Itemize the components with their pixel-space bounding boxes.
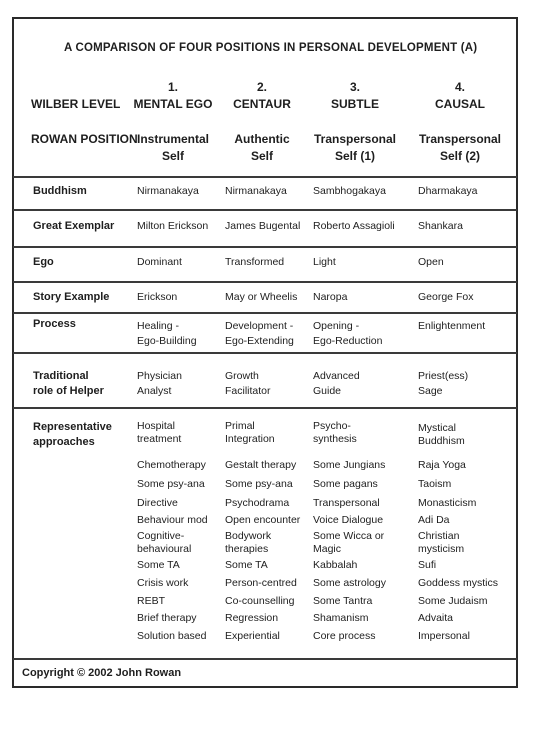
level-name-line: CENTAUR — [233, 97, 291, 111]
approach-item — [225, 458, 296, 473]
rowan-position — [400, 131, 520, 165]
approach-item-line: Behaviour mod — [137, 514, 208, 526]
approach-item-line: Kabbalah — [313, 559, 358, 571]
approach-item — [418, 513, 450, 528]
approach-item-line: Some astrology — [313, 577, 386, 589]
table-cell — [313, 184, 386, 199]
table-cell — [313, 255, 336, 270]
table-cell — [313, 290, 347, 305]
approach-item-line: Chemotherapy — [137, 459, 206, 471]
approach-item-line: Taoism — [418, 478, 452, 490]
approach-item — [418, 611, 453, 626]
table-cell-line: Advanced — [313, 370, 360, 382]
approach-item — [313, 458, 385, 473]
rowan-position-line: Authentic — [234, 132, 290, 146]
approach-item-line: Some Tantra — [313, 595, 373, 607]
rowan-position-line: Self (1) — [334, 149, 375, 163]
approach-item-line: mysticism — [418, 542, 465, 555]
table-cell-line: Ego-Reduction — [313, 335, 383, 347]
copyright-notice: Copyright © 2002 John Rowan — [22, 667, 182, 679]
table-cell-line: Opening - — [313, 320, 360, 332]
approach-item — [418, 458, 466, 473]
table-cell-line: Erickson — [137, 291, 178, 303]
approach-item-line: Raja Yoga — [418, 459, 466, 471]
table-cell-line: Transformed — [225, 256, 285, 268]
row-label — [33, 369, 104, 399]
approach-item — [418, 558, 436, 573]
approach-item — [137, 458, 206, 473]
approach-item-line: Open encounter — [225, 514, 301, 526]
approach-item — [225, 629, 280, 644]
approach-item-line: Gestalt therapy — [225, 459, 297, 471]
approach-item-line: behavioural — [137, 542, 192, 555]
approach-item — [313, 477, 378, 492]
approach-item — [313, 594, 372, 609]
approach-item — [418, 594, 487, 609]
table-cell-line: Analyst — [137, 385, 172, 397]
table-cell — [137, 369, 182, 399]
level-name — [400, 96, 520, 112]
approach-item-line: Co-counselling — [225, 595, 295, 607]
row-divider — [13, 209, 517, 211]
table-cell-line: Open — [418, 256, 444, 268]
table-cell — [418, 255, 444, 270]
table-cell — [418, 319, 485, 334]
approach-item — [225, 420, 275, 445]
level-number-line: 1. — [167, 80, 178, 94]
table-cell — [225, 219, 300, 234]
table-cell — [137, 255, 182, 270]
approach-item-line: REBT — [137, 595, 166, 607]
table-cell — [225, 369, 271, 399]
approach-item-line: Bodywork — [225, 530, 272, 542]
wilber-level-label-line: WILBER LEVEL — [31, 97, 121, 111]
approach-item-line: Christian — [418, 530, 460, 542]
table-cell — [225, 290, 297, 305]
table-cell-line: Ego-Building — [137, 335, 197, 347]
approach-item — [137, 629, 206, 644]
approach-item-line: Buddhism — [418, 434, 465, 447]
table-cell-line: Sambhogakaya — [313, 185, 386, 197]
row-label — [33, 420, 112, 450]
approach-item — [137, 530, 191, 555]
row-label-line: Process — [33, 318, 76, 330]
approach-item-line: Magic — [313, 542, 342, 555]
table-cell-line: Shankara — [418, 220, 463, 232]
table-cell-line: Facilitator — [225, 385, 271, 397]
table-cell-line: Guide — [313, 385, 342, 397]
approach-item — [225, 530, 271, 555]
table-cell — [225, 319, 294, 349]
approach-item — [418, 422, 465, 447]
approach-item-line: Psychodrama — [225, 497, 290, 509]
table-cell — [137, 219, 208, 234]
level-name-line: MENTAL EGO — [133, 97, 213, 111]
row-divider — [13, 176, 517, 178]
approach-item-line: Hospital — [137, 420, 175, 432]
table-cell — [137, 319, 197, 349]
table-cell-line: James Bugental — [225, 220, 301, 232]
level-number — [400, 79, 520, 95]
table-cell-line: Physician — [137, 370, 182, 382]
level-name-line: SUBTLE — [331, 97, 379, 111]
approach-item-line: Some Judaism — [418, 595, 488, 607]
approach-item — [313, 558, 357, 573]
table-cell — [313, 369, 360, 399]
approach-item — [313, 513, 383, 528]
table-cell — [137, 290, 177, 305]
approach-item-line: Some TA — [225, 559, 268, 571]
row-label-line: Great Exemplar — [33, 220, 115, 232]
row-label — [33, 290, 109, 305]
approach-item-line: Some Wicca or — [313, 530, 385, 542]
approach-item-line: Mystical — [418, 422, 456, 434]
approach-item-line: Some psy-ana — [137, 478, 205, 490]
approach-item-line: Regression — [225, 612, 279, 624]
table-cell-line: Light — [313, 256, 336, 268]
table-cell — [418, 369, 468, 399]
approach-item-line: Some Jungians — [313, 459, 386, 471]
table-cell — [225, 184, 287, 199]
approach-item-line: Voice Dialogue — [313, 514, 384, 526]
row-label-line: Representative — [33, 421, 112, 433]
approach-item-line: Brief therapy — [137, 612, 197, 624]
row-label-line: Buddhism — [33, 185, 87, 197]
rowan-position-line: Instrumental — [136, 132, 209, 146]
row-divider — [13, 312, 517, 314]
table-cell — [313, 219, 395, 234]
approach-item — [225, 594, 294, 609]
approach-item — [137, 594, 165, 609]
approach-item-line: Some psy-ana — [225, 478, 293, 490]
approach-item-line: Transpersonal — [313, 497, 380, 509]
table-cell-line: Naropa — [313, 291, 348, 303]
approach-item — [137, 420, 181, 445]
table-cell-line: Priest(ess) — [418, 370, 469, 382]
row-divider — [13, 352, 517, 354]
approach-item — [313, 611, 368, 626]
table-cell-line: Roberto Assagioli — [313, 220, 395, 232]
table-cell-line: May or Wheelis — [225, 291, 298, 303]
table-cell — [418, 290, 473, 305]
approach-item-line: Experiential — [225, 630, 280, 642]
approach-item — [137, 496, 178, 511]
table-cell-line: Enlightenment — [418, 320, 486, 332]
table-cell-line: Nirmanakaya — [137, 185, 199, 197]
approach-item — [313, 420, 357, 445]
row-label — [33, 184, 87, 199]
approach-item — [137, 513, 208, 528]
approach-item-line: Psycho- — [313, 420, 351, 432]
approach-item — [137, 477, 205, 492]
approach-item-line: Some TA — [137, 559, 180, 571]
approach-item — [225, 513, 300, 528]
approach-item — [137, 611, 197, 626]
table-cell — [313, 319, 382, 349]
table-cell-line: Sage — [418, 385, 443, 397]
rowan-position-line: Self (2) — [439, 149, 480, 163]
approach-item-line: Solution based — [137, 630, 207, 642]
table-cell-line: George Fox — [418, 291, 474, 303]
row-label — [33, 255, 54, 270]
approach-item-line: Core process — [313, 630, 376, 642]
page-title: A COMPARISON OF FOUR POSITIONS IN PERSONAL DEVELOPMENT (A) — [64, 42, 478, 54]
table-cell — [225, 255, 284, 270]
approach-item-line: Sufi — [418, 559, 437, 571]
level-number-line: 4. — [454, 80, 465, 94]
approach-item-line: Impersonal — [418, 630, 470, 642]
row-divider — [13, 407, 517, 409]
level-number-line: 2. — [256, 80, 267, 94]
table-cell-line: Dharmakaya — [418, 185, 478, 197]
approach-item — [313, 629, 375, 644]
rowan-position-line: Self — [161, 149, 184, 163]
row-label-line: Story Example — [33, 291, 110, 303]
level-name — [295, 96, 415, 112]
level-name-line: CAUSAL — [435, 97, 485, 111]
table-cell — [418, 219, 463, 234]
table-cell — [418, 184, 478, 199]
approach-item-line: Monasticism — [418, 497, 477, 509]
approach-item-line: Integration — [225, 432, 275, 445]
approach-item — [225, 477, 293, 492]
approach-item-line: Shamanism — [313, 612, 369, 624]
table-cell-line: Milton Erickson — [137, 220, 209, 232]
table-cell-line: Healing - — [137, 320, 180, 332]
approach-item-line: therapies — [225, 542, 269, 555]
row-divider — [13, 281, 517, 283]
approach-item — [225, 558, 268, 573]
approach-item-line: Directive — [137, 497, 178, 509]
table-cell — [137, 184, 199, 199]
row-label-line: role of Helper — [33, 385, 104, 397]
level-number — [295, 79, 415, 95]
approach-item — [418, 530, 464, 555]
rowan-position-line: Self — [250, 149, 273, 163]
approach-item-line: Primal — [225, 420, 255, 432]
approach-item — [418, 629, 470, 644]
approach-item-line: Person-centred — [225, 577, 297, 589]
approach-item — [225, 576, 297, 591]
table-cell-line: Development - — [225, 320, 294, 332]
row-label-line: Ego — [33, 256, 54, 268]
approach-item — [137, 576, 188, 591]
approach-item-line: synthesis — [313, 432, 357, 445]
approach-item — [418, 496, 476, 511]
row-label-line: approaches — [33, 436, 95, 448]
approach-item — [225, 611, 278, 626]
approach-item-line: Adi Da — [418, 514, 450, 526]
approach-item — [313, 530, 384, 555]
row-label — [33, 219, 114, 234]
approach-item-line: Goddess mystics — [418, 577, 498, 589]
approach-item-line: Advaita — [418, 612, 454, 624]
approach-item-line: treatment — [137, 432, 182, 445]
table-cell-line: Growth — [225, 370, 259, 382]
approach-item — [313, 496, 380, 511]
rowan-position-line: Transpersonal — [418, 132, 502, 146]
table-cell-line: Nirmanakaya — [225, 185, 287, 197]
approach-item — [418, 477, 451, 492]
row-label-line: Traditional — [33, 370, 89, 382]
wilber-level-label — [31, 96, 120, 112]
approach-item-line: Cognitive- — [137, 530, 185, 542]
table-cell-line: Ego-Extending — [225, 335, 294, 347]
approach-item — [313, 576, 386, 591]
row-divider — [13, 658, 517, 660]
level-number-line: 3. — [349, 80, 360, 94]
rowan-position-label-line: ROWAN POSITION — [31, 132, 138, 146]
approach-item — [137, 558, 180, 573]
approach-item — [225, 496, 289, 511]
rowan-position-line: Transpersonal — [313, 132, 397, 146]
approach-item-line: Crisis work — [137, 577, 189, 589]
rowan-position — [295, 131, 415, 165]
row-label — [33, 317, 76, 332]
approach-item-line: Some pagans — [313, 478, 378, 490]
approach-item — [418, 576, 498, 591]
table-cell-line: Dominant — [137, 256, 182, 268]
row-divider — [13, 246, 517, 248]
